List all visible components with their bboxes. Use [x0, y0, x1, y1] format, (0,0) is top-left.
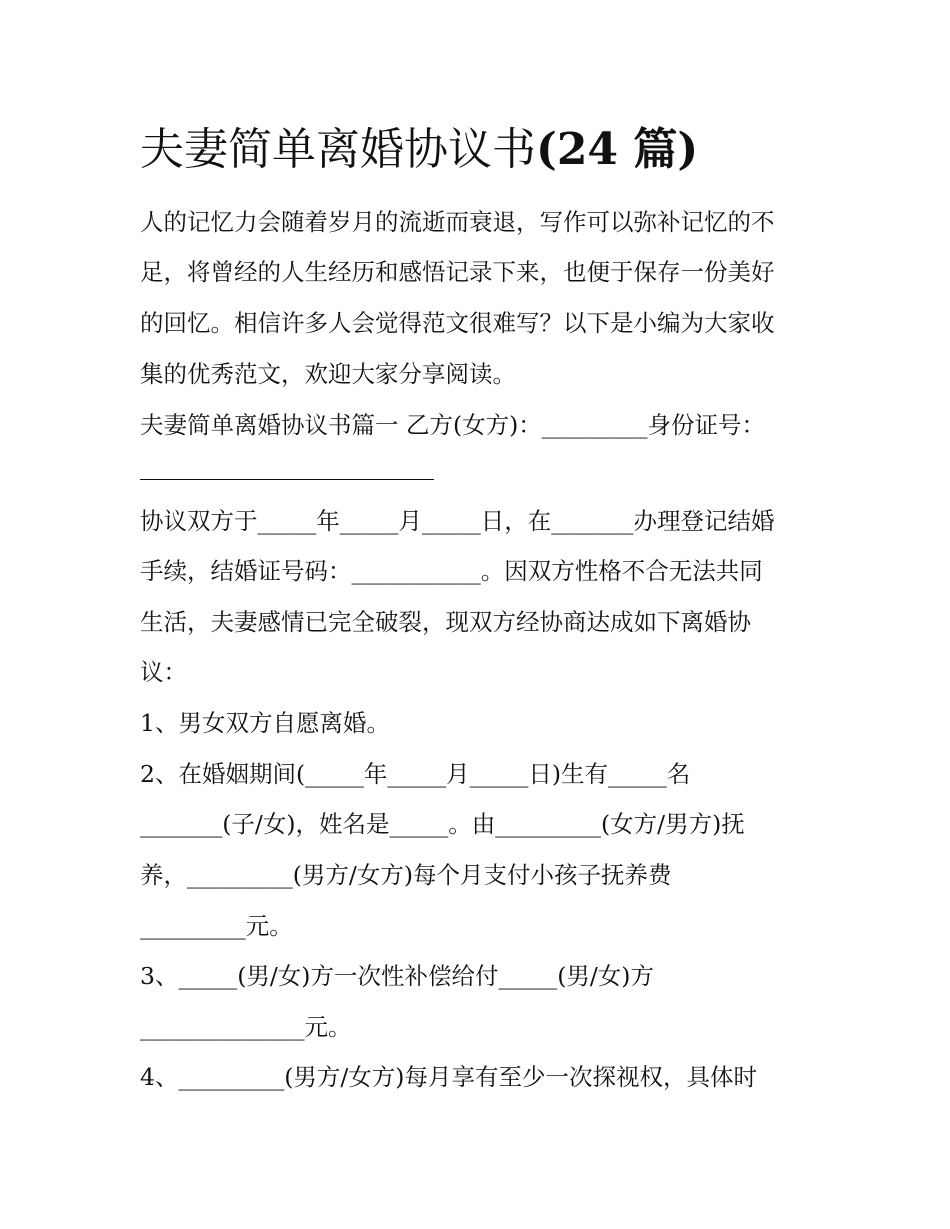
agreement-line-4: 议： [140, 658, 187, 686]
agreement-line-1: 协议双方于_____年_____月_____日，在_______办理登记结婚 [140, 507, 775, 535]
id-number-blank [140, 479, 434, 480]
clause-2-line-2: _______(子/女)，姓名是_____。由_________(女方/男方)抚 [140, 810, 745, 838]
document-title [140, 118, 840, 182]
clause-2-line-1: 2、在婚姻期间(_____年_____月_____日)生有_____名 [140, 760, 691, 788]
clause-2-line-4: _________元。 [140, 912, 293, 940]
clause-2-line-3: 养，_________(男方/女方)每个月支付小孩子抚养费 [140, 861, 672, 889]
agreement-line-3: 生活，夫妻感情已完全破裂，现双方经协商达成如下离婚协 [140, 608, 751, 636]
intro-line-4: 集的优秀范文，欢迎大家分享阅读。 [140, 360, 516, 388]
section-heading-line: 夫妻简单离婚协议书篇一 乙方(女方)：_________身份证号： [140, 411, 766, 439]
agreement-line-2: 手续，结婚证号码：___________。因双方性格不合无法共同 [140, 557, 763, 585]
intro-line-2: 足，将曾经的人生经历和感悟记录下来，也便于保存一份美好 [140, 258, 775, 286]
intro-line-1: 人的记忆力会随着岁月的流逝而衰退，写作可以弥补记忆的不 [140, 208, 775, 236]
clause-3-line-1: 3、_____(男/女)方一次性补偿给付_____(男/女)方 [140, 962, 654, 990]
clause-1: 1、男女双方自愿离婚。 [140, 709, 390, 737]
clause-3-line-2: ______________元。 [140, 1013, 352, 1041]
title-count: (24 篇) [536, 124, 699, 175]
title-main: 夫妻简单离婚协议书 [140, 124, 536, 175]
clause-4-line-1: 4、_________(男方/女方)每月享有至少一次探视权，具体时 [140, 1063, 757, 1091]
intro-line-3: 的回忆。相信许多人会觉得范文很难写？以下是小编为大家收 [140, 309, 775, 337]
